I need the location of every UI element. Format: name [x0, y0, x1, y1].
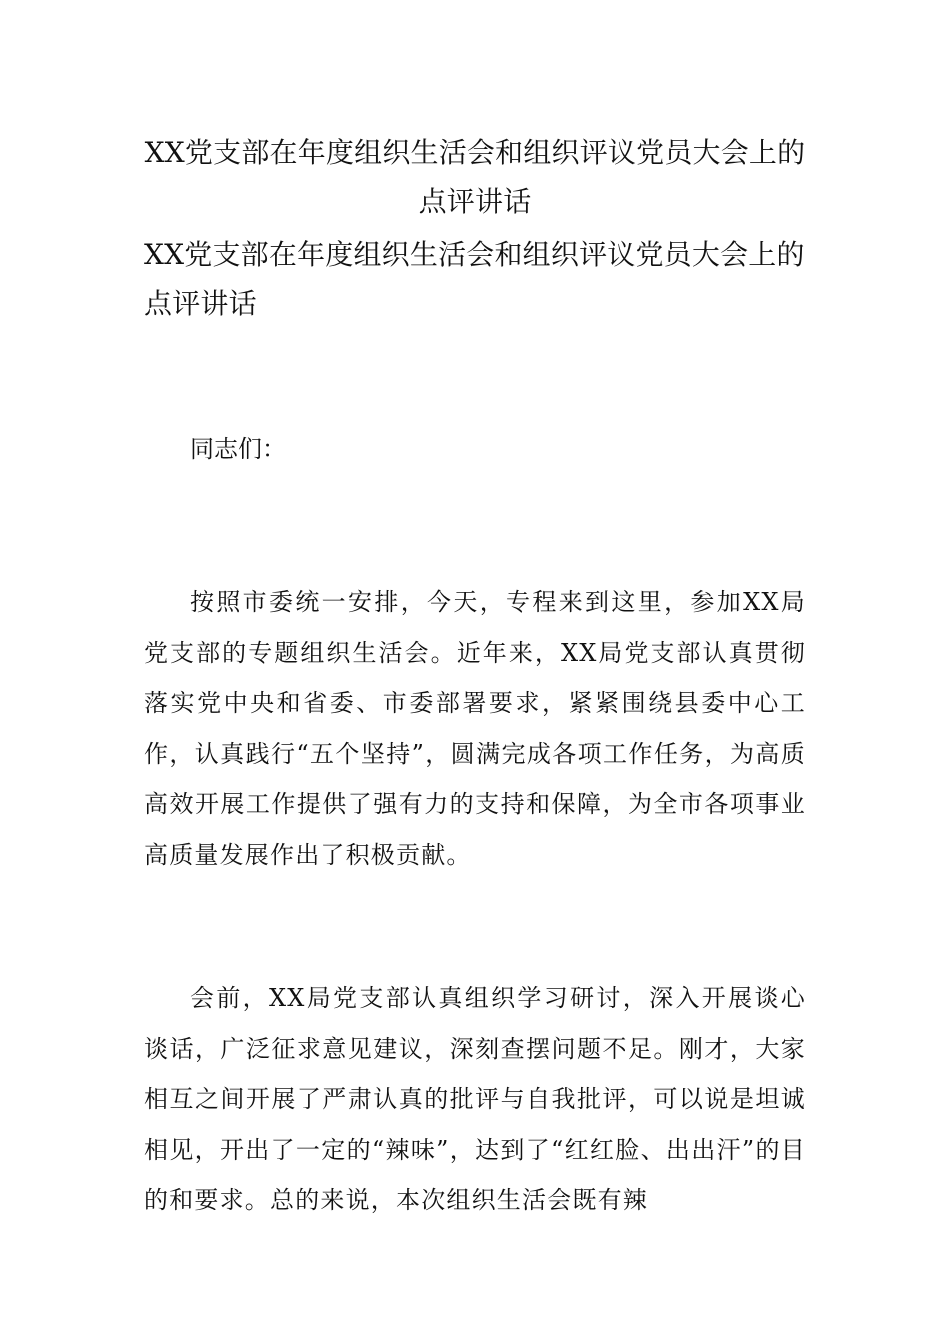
- body-paragraph: 会前，XX局党支部认真组织学习研讨，深入开展谈心谈话，广泛征求意见建议，深刻查摆问题不足。刚才，大家相互之间开展了严肃认真的批评与自我批评，可以说是坦诚相见，开出了一定的“辣味”，达到了“红红脸、出出汗”的目的和要求。总的来说，本次组织生活会既有辣: [144, 984, 806, 1214]
- document-subtitle: XX党支部在年度组织生活会和组织评议党员大会上的点评讲话: [144, 238, 805, 320]
- document-title: XX党支部在年度组织生活会和组织评议党员大会上的点评讲话: [144, 136, 806, 218]
- body-paragraph: 按照市委统一安排，今天，专程来到这里，参加XX局党支部的专题组织生活会。近年来，XX局党支部认真贯彻落实党中央和省委、市委部署要求，紧紧围绕县委中心工作，认真践行“五个坚持”，圆满完成各项工作任务，为高质高效开展工作提供了强有力的支持和保障，为全市各项事业高质量发展作出了积极贡献。: [144, 588, 806, 869]
- salutation: 同志们：: [190, 435, 286, 463]
